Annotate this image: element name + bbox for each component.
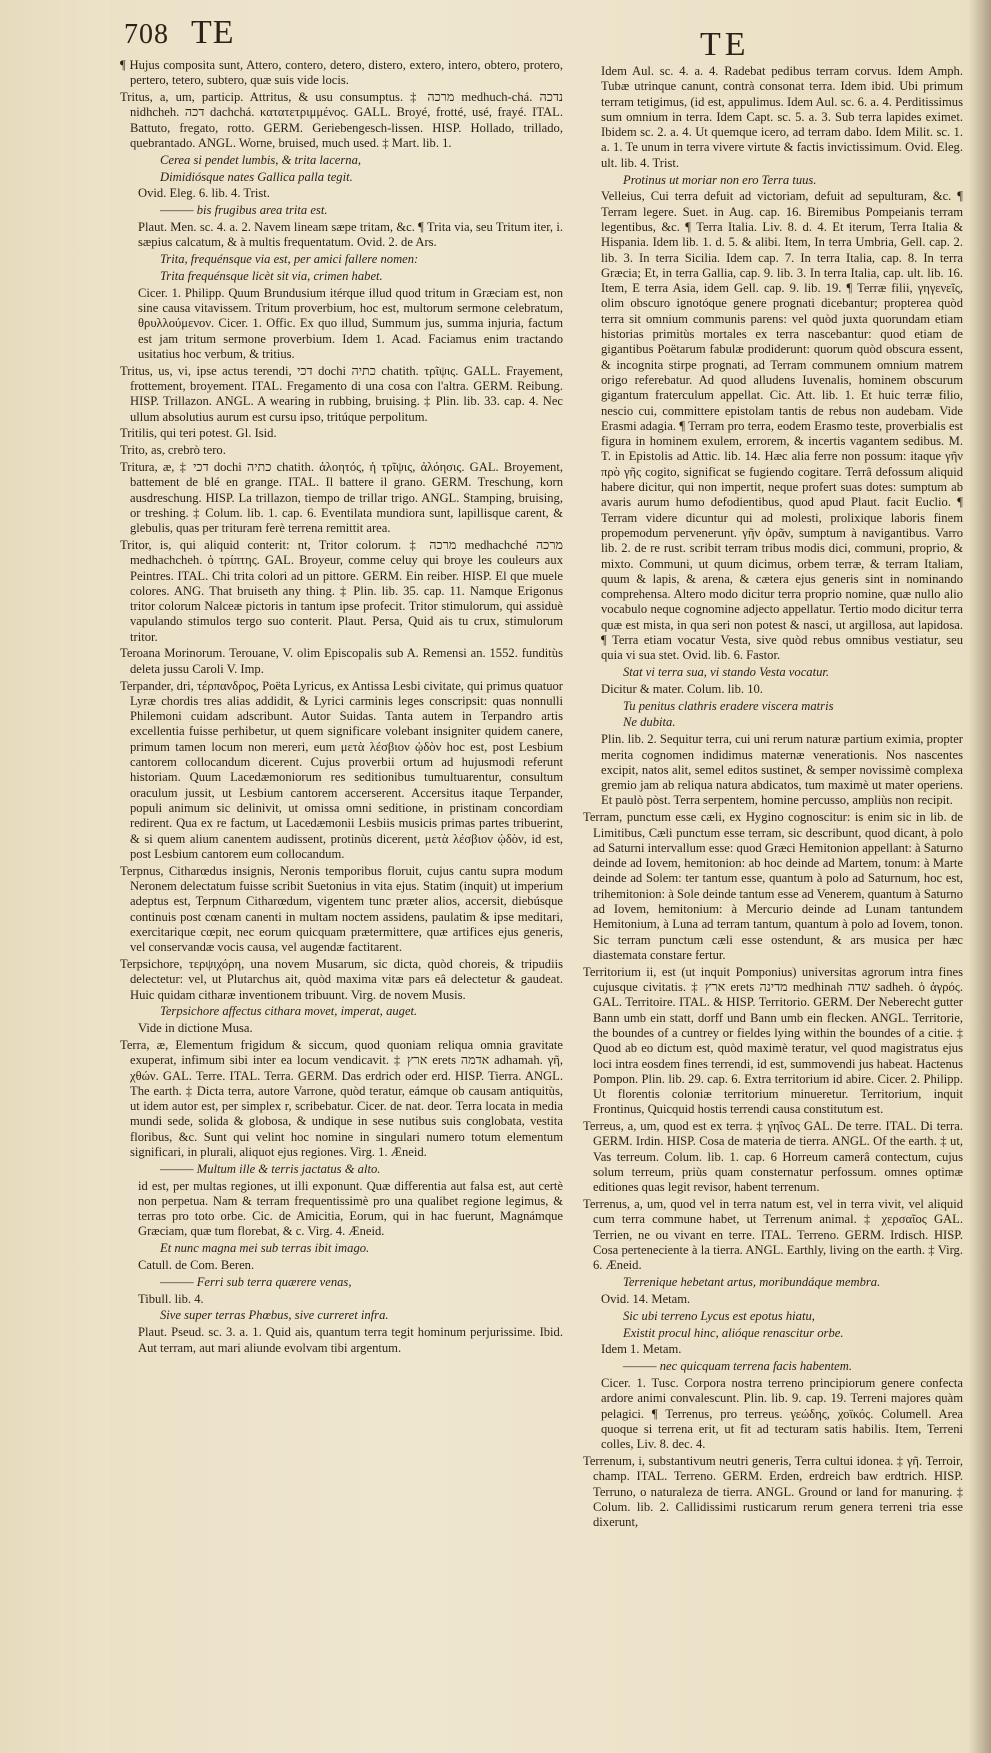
dictionary-entry: Cicer. 1. Tusc. Corpora nostra terreno principiorum genere confecta ardore animi convalescunt. Plin. lib. 9. cap. 19. Terreni majores quàm pelagici. ¶ Terrenus, pro terreus. γεώδης, χοϊκός. Columell. Area quoque si terrena erit, ut fit ad tecturam satis habilis. Item, Terreni colles, Liv. 8. dec. 4. (601, 1375, 963, 1452)
dictionary-entry: Protinus ut moriar non ero Terra tuus. (623, 172, 817, 187)
dictionary-entry: Tritus, a, um, particip. Attritus, & usu consumptus. ‡ מרכה medhuch-chá. נדכה nidhcheh. דכה dachchá. κατατετριμμένος. GALL. Broyé, frotté, usé, frayé. ITAL. Battuto, fregato, rotto. GERM. Geriebengesch-lissen. HISP. Hollado, trillado, quebrantado. ANGL. Worne, bruised, much used. ‡ Mart. lib. 1. (120, 90, 563, 150)
running-head-left-letters: TE (191, 14, 235, 51)
running-head-right: TE (700, 26, 750, 63)
dictionary-entry: Ovid. Eleg. 6. lib. 4. Trist. (138, 186, 270, 201)
dictionary-entry: Trito, as, crebrò tero. (120, 443, 226, 458)
dictionary-entry: Dicitur & mater. Colum. lib. 10. (601, 681, 763, 696)
dictionary-entry: Plin. lib. 2. Sequitur terra, cui uni rerum naturæ partium eximia, propter merita cognomen indidimus maternæ venerationis. Nos nascentes excipit, natos alit, semel editos sustinet, & semper novissimè complexa gremio jam ab reliqua natura abdicatos, tum maximè ut mater operiens. Et paulò pòst. Terra serpentem, homine percusso, ampliùs non recipit. (601, 732, 963, 808)
dictionary-entry: Plaut. Men. sc. 4. a. 2. Navem lineam sæpe tritam, &c. ¶ Trita via, seu Tritum iter, i. sæpius calcatum, & à multis frequentatum. Ovid. 2. de Ars. (138, 219, 563, 250)
dictionary-entry: Terpander, dri, τέρπανδρος, Poëta Lyricus, ex Antissa Lesbi civitate, qui primus quatuor Lyræ chordis tres alias addidit, & Lyrici carminis leges conscripsit: quas nonnulli Philemoni cuidam adscribunt. Autor Suidas. Tanta autem in Terpandro artis excellentia fuisse perhibetur, ut quem significare volebant insigniter quidem canere, primum tamen locum non mereri, eum μετὰ λέσβιον ᾠδὸν hoc est, post Lesbium cantorem collocandum dicerent. Cujus proverbii ortum ad hujusmodi referunt historiam. Quum Lacedæmoniorum res seditionibus tumultuarentur, consultum oraculum jussit, ut Lesbium cantorem accerserent. Accersitus itaque Terpander, populi animum sic delinivit, ut omissa omni seditione, in pristinam concordiam redirent. Qua ex re factum, ut Lacedæmonii Lesbiis musicis primas partes tribuerint, & si quem alium canentem audissent, protinùs dicerent, μετὰ λέσβιον ᾠδὸν, id est, post Lesbium cantorem eum collocandum. (120, 678, 563, 861)
dictionary-entry: Tibull. lib. 4. (138, 1291, 204, 1306)
dictionary-entry: Terpnus, Citharœdus insignis, Neronis temporibus floruit, cujus cantu supra modum Neronem delectatum fuisse scribit Suetonius in vita ejus. Statim (inquit) ut imperium adeptus est, Terpnum Citharœdum, vigentem tunc præter alios, accersit, diebúsque continuis post cœnam canenti in multam noctem assidens, paulatim & ipse meditari, exercitarique cœpit, nec eorum quicquam prætermittere, quæ artifices ejus generis, vel conservandæ vocis causa, vel augendæ factitarent. (120, 863, 563, 955)
dictionary-entry: Teroana Morinorum. Terouane, V. olim Episcopalis sub A. Remensi an. 1552. funditùs deleta jussu Caroli V. Imp. (120, 646, 563, 676)
right-column (583, 64, 963, 1744)
dictionary-entry: Vide in dictione Musa. (138, 1021, 253, 1036)
dictionary-entry: Terram, punctum esse cæli, ex Hygino cognoscitur: is enim sic in lib. de Limitibus, Cæli punctum esse terram, sic describunt, quod dicant, à polo ad Saturni intervallum esse: quod Græci Hemitonion appellant: à Saturno deinde ad Iovem, hemitonion: ab hoc deinde ad Martem, tonum: à Marte deinde ad Solem: ter tantum esse, quantum à polo ad Saturnum, hoc est, trihemitonion: à Sole deinde tantum esse ad Venerem, quantum à Saturno ad Iovem, hemitonium: à Mercurio deinde ad Lunam tantundem Hemitonium, à Luna ad terram tantum, quantum à polo ad Iovem, tonon. Sic terram punctum cæli esse ostendunt, & ars musica per hæc diastemata constare fertur. (583, 810, 963, 962)
dictionary-entry: Plaut. Pseud. sc. 3. a. 1. Quid ais, quantum terra tegit hominum perjurissime. Ibid. Aut terram, aut mari aliunde evolvam tibi argentum. (138, 1325, 563, 1355)
dictionary-entry: Tritura, æ, ‡ דכי dochi כתיה chatith. ἀλοητός, ἡ τρῖψις, ἀλόησις. GAL. Broyement, battement de blé en grange. ITAL. Il battere il grano. GERM. Treschung, korn ausdreschung. HISP. La trillazon, tiempo de trillar trigo. ANGL. Stamping, bruising, or treshing. ‡ Colum. lib. 1. cap. 6. Eventilata mundiora sunt, lapillisque carent, & glebulis, quas per trituram ferè terrena remittit area. (120, 459, 563, 536)
dictionary-entry: ——— bis frugibus area trita est. (160, 203, 328, 218)
dictionary-entry: ——— nec quicquam terrena facis habentem. (623, 1359, 852, 1374)
dictionary-entry: Terpsichore affectus cithara movet, imperat, auget. (160, 1004, 418, 1019)
dictionary-entry: Tritor, is, qui aliquid conterit: nt, Tritor colorum. ‡ מרכה medhachché מרכה medhachcheh. ὁ τρίπτης. GAL. Broyeur, comme celuy qui broye les couleurs aux Peintres. ITAL. Chi trita colori ad un pittore. GERM. Ein reiber. HISP. El que muele colores. ANG. That bruiseth any thing. ‡ Plin. lib. 35. cap. 11. Namque Erigonus tritor colorum Nalceæ pictoris in tantum ipse profecit. Tritor stimulorum, qui assiduè vapulando stimulos tergo suo conterit. Plaut. Persa, Quid ais tu crux, stimulorum tritor. (120, 537, 563, 644)
dictionary-entry: Ovid. 14. Metam. (601, 1291, 691, 1306)
page-margin (0, 0, 110, 1753)
dictionary-entry: Stat vi terra sua, vi stando Vesta vocatur. (623, 665, 830, 680)
dictionary-entry: Terra, æ, Elementum frigidum & siccum, quod quoniam reliqua omnia gravitate exuperat, infimum sibi inter ea locum vendicavit. ‡ ארץ erets אדמה adhamah. γῆ, χθών. GAL. Terre. ITAL. Terra. GERM. Das erdrich oder erd. HISP. Tierra. ANGL. The earth. ‡ Dicta terra, autore Varrone, quòd teratur, eámque ob causam antiquitùs, ut idem autor est, per simplex r, scribebatur. Cicer. de nat. deor. Terra locata in media mundi sede, solida & globosa, & undique in sese nutibus suis conglobata, vestita floribus, &c. Sunt qui velint hoc nomine in singulari numero totum elementum significari, in plurali, aliquot ejus regiones. Virg. 1. Æneid. (120, 1037, 563, 1159)
dictionary-entry: Cerea si pendet lumbis, & trita lacerna, (160, 152, 362, 167)
dictionary-entry: Et nunc magna mei sub terras ibit imago. (160, 1241, 370, 1256)
dictionary-entry: id est, per multas regiones, ut illi exponunt. Quæ differentia aut falsa est, aut certè non perpetua. Nam & terram frequentissimè pro una qualibet regione legimus, & terras pro toto orbe. Cic. de Amicitia, Eorum, qui in hac fuerunt, Magnámque Græciam, quæ tum florebat, & c. Virg. 4. Æneid. (138, 1178, 563, 1239)
dictionary-entry: Tritus, us, vi, ipse actus terendi, דכי dochi כתיה chatith. τρῖψις. GALL. Frayement, frottement, broyement. ITAL. Fregamento di una cosa con l'altra. GERM. Reibung. HISP. Trillazon. ANGL. A wearing in rubbing, bruising. ‡ Plin. lib. 33. cap. 4. Nec ullum absolutius aurum est cursu ipso, tritúque perpolitum. (120, 363, 563, 424)
dictionary-entry: Idem 1. Metam. (601, 1342, 682, 1357)
dictionary-entry: Sive super terras Phœbus, sive curreret infra. (160, 1308, 389, 1323)
running-head-left (124, 14, 235, 52)
dictionary-entry: Idem Aul. sc. 4. a. 4. Radebat pedibus terram corvus. Idem Amph. Tubæ utrinque canunt, contrà consonat terra. Idem ibid. Ubi primum terram tetigimus, (id est, appulimus. Idem Aul. sc. 6. a. 4. Perditissimus sum omnium in terra. Idem Capt. sc. 5. a. 3. Sub terra lapides eximet. Ibidem sc. 2. a. 4. Ut quemque icero, ad terram dabo. Idem Milit. sc. 1. a. 1. Te unum in terra vivere virtute & factis invictissimum. Ovid. Eleg. ult. lib. 4. Trist. (601, 64, 963, 170)
gutter-shadow (968, 0, 991, 1753)
dictionary-entry: ¶ Hujus composita sunt, Attero, contero, detero, distero, extero, intero, obtero, protero, pertero, tetero, subtero, quæ suis vide locis. (120, 58, 563, 88)
dictionary-entry: Terreus, a, um, quod est ex terra. ‡ γηΐνος GAL. De terre. ITAL. Di terra. GERM. Irdin. HISP. Cosa de materia de tierra. ANGL. Of the earth. ‡ ut, Vas terreum. Colum. lib. 1. cap. 6 Horreum camerâ contectum, cujus solum terreum, priùs quam consternatur perfossum. omnes optimæ editiones quas legit revisor, habent terrenum. (583, 1119, 963, 1195)
dictionary-entry: Trita, frequénsque via est, per amici fallere nomen: (160, 252, 419, 267)
dictionary-entry: Terpsichore, τερψιχόρη, una novem Musarum, sic dicta, quòd choreis, & tripudiis delectetur: vel, ut Plutarchus ait, quòd maxima vitæ pars eâ delectetur & gaudeat. Huic quidam citharæ inventionem tribuunt. Virg. de novem Musis. (120, 956, 563, 1002)
dictionary-entry: Dimidiósque nates Gallica palla tegit. (160, 169, 353, 184)
dictionary-entry: Tritilis, qui teri potest. Gl. Isid. (120, 426, 277, 441)
dictionary-entry: Velleius, Cui terra defuit ad victoriam, defuit ad sepulturam, &c. ¶ Terram legere. Suet. in Aug. cap. 16. Biremibus Pompeianis terram legentibus, &c. ¶ Terra Italia. Liv. 8. d. 4. Et iterum, Terra Italia & Hispania. Idem lib. 1. d. 5. & alibi. Item, In terra Umbria, Gell. cap. 2. lib. 3. In terra Sicilia. Idem cap. 7. In terra Italia, cap. 8. In terra Græcia; Et, in terra Gallia, cap. 9. lib. 3. In terra Italia, cap. ult. lib. 16. Item, E terra Asia, idem Gell. cap. 9. lib. 19. ¶ Terræ filii, γηγενεῖς, olim obscuro ignotóque genere prognati dicebantur; propterea quòd terra sit omnium communis parens: vel quòd juxta quorundam etiam historias primitùs mortales ex terra nascebantur: quod etiam de gigantibus Poëtarum fabulæ prodiderunt: quorum quòd obscura essent, & incognita stirpe prognati, ad Terram communem omnium matrem origo referebatur. Ad quod alludens Iuvenalis, hominem obscurum gigantum fraterculum appellat. Cic. Att. lib. 1. Et huic terræ filio, nescio cui, committere epistolam tantis de rebus non audebam. Vide Erasmi adagia. ¶ Terram pro terra, eodem Erasmo teste, proverbialis est figura in hominem exulem, errorem, & incertis vagantem sedibus. M. T. in Epistolis ad Attic. lib. 14. Hæc alia ferre non possum: itaque γῆν πρὸ γῆς cogito, significat se fugiendo cogitare. Terrâ defossum aliquid habere dicitur, qui non impertit, neque profert suas dotes: sumptum ab avaris aurum humo defodientibus, quod apud Plaut. facit Euclio. ¶ Terram videre dicuntur qui ad molesti, prolixique laboris finem propemodum pervenerunt. γῆν ὁρᾶν, sumptum à navigantibus. Varro lib. 2. de re rust. scribit terram tribus modis dici, communi, proprio, & mixto. Communi, ut quum dicimus, orbem terræ, & terram Italiam, quum & lapis, & arena, & cætera ejus generis sint in nominando comprehensa. Altero modo dicitur terra proprio nomine, quæ nullo alio vocabulo neque cognomine adjecto appellatur. Tertio modo dicitur terra quæ est mista, in qua seri non potest & nasci, ut argillosa, aut lapidosa. ¶ Terra etiam vocatur Vesta, sive quòd rebus omnibus vestiatur, seu quia vi sua stet. Ovid. lib. 6. Fastor. (601, 189, 963, 663)
dictionary-entry: Trita frequénsque licèt sit via, crimen habet. (160, 268, 383, 283)
dictionary-entry: Ne dubita. (623, 715, 676, 730)
dictionary-entry: Terrenum, i, substantivum neutri generis, Terra cultui idonea. ‡ γῆ. Terroir, champ. ITAL. Terreno. GERM. Erden, erdreich baw erdtrich. HISP. Terruno, o naturaleza de tierra. ANGL. Ground or land for manuring. ‡ Colum. lib. 2. Callidissimi rusticarum rerum genera terreni tria esse dixerunt, (583, 1453, 963, 1530)
dictionary-entry: Sic ubi terreno Lycus est epotus hiatu, (623, 1308, 815, 1323)
dictionary-entry: Terrenus, a, um, quod vel in terra natum est, vel in terra vivit, vel aliquid cum terra commune habet, ut Terrenum animal. ‡ χερσαῖος GAL. Terrien, ne ou vivant en terre. ITAL. Terreno. GERM. Irdisch. HISP. Cosa perteneciente à la tierra. ANGL. Earthly, living on the earth. ‡ Virg. 6. Æneid. (583, 1197, 963, 1273)
dictionary-entry: Catull. de Com. Beren. (138, 1258, 255, 1273)
dictionary-entry: Terrenique hebetant artus, moribundáque membra. (623, 1275, 881, 1290)
dictionary-entry: ——— Ferri sub terra quærere venas, (160, 1274, 352, 1289)
dictionary-entry: ——— Multum ille & terris jactatus & alto. (160, 1161, 381, 1176)
dictionary-entry: Territorium ii, est (ut inquit Pomponius) universitas agrorum intra fines cujusque civitatis. ‡ ארץ erets מדינה medhinah שדה sadheh. ὁ ἀγρός. GAL. Territoire. ITAL. & HISP. Territorio. GERM. Der Neberecht gutter Bann umb ein statt, dorff und Bann umb ein flecken. ANGL. Territorie, the boundes of a cuntrey or fieldes lying within the boundes of a citie. ‡ Quod ab eo dictum est, quòd maximè teratur, vel quod magistratus ejus loci intra eosdem fines terrendi, id est, summovendi jus habeat. Hactenus Pompon. Plin. lib. 29. cap. 6. Extra territorium id abire. Cicer. 2. Philipp. Ut florentis coloniæ territorium minueretur. Territorium, inquit Frontinus, Quicquid hostis terrendi causa constitutum est. (583, 964, 963, 1117)
page-number: 708 (124, 19, 169, 50)
dictionary-entry: Cicer. 1. Philipp. Quum Brundusium itérque illud quod tritum in Græciam est, non sine causa vitavissem. Tritum proverbium, hoc est, multorum sermone celebratum, θρυλλούμενον. Cicer. 1. Offic. Ex quo illud, Summum jus, summa injuria, factum est jam tritum sermone proverbium. Idem 1. Acad. Faciamus enim tractando usitatius hoc verbum, & tritius. (138, 285, 563, 361)
dictionary-entry: Tu penitus clathris eradere viscera matris (623, 698, 834, 713)
left-column (120, 58, 563, 1743)
dictionary-entry: Existit procul hinc, alióque renascitur orbe. (623, 1325, 844, 1340)
